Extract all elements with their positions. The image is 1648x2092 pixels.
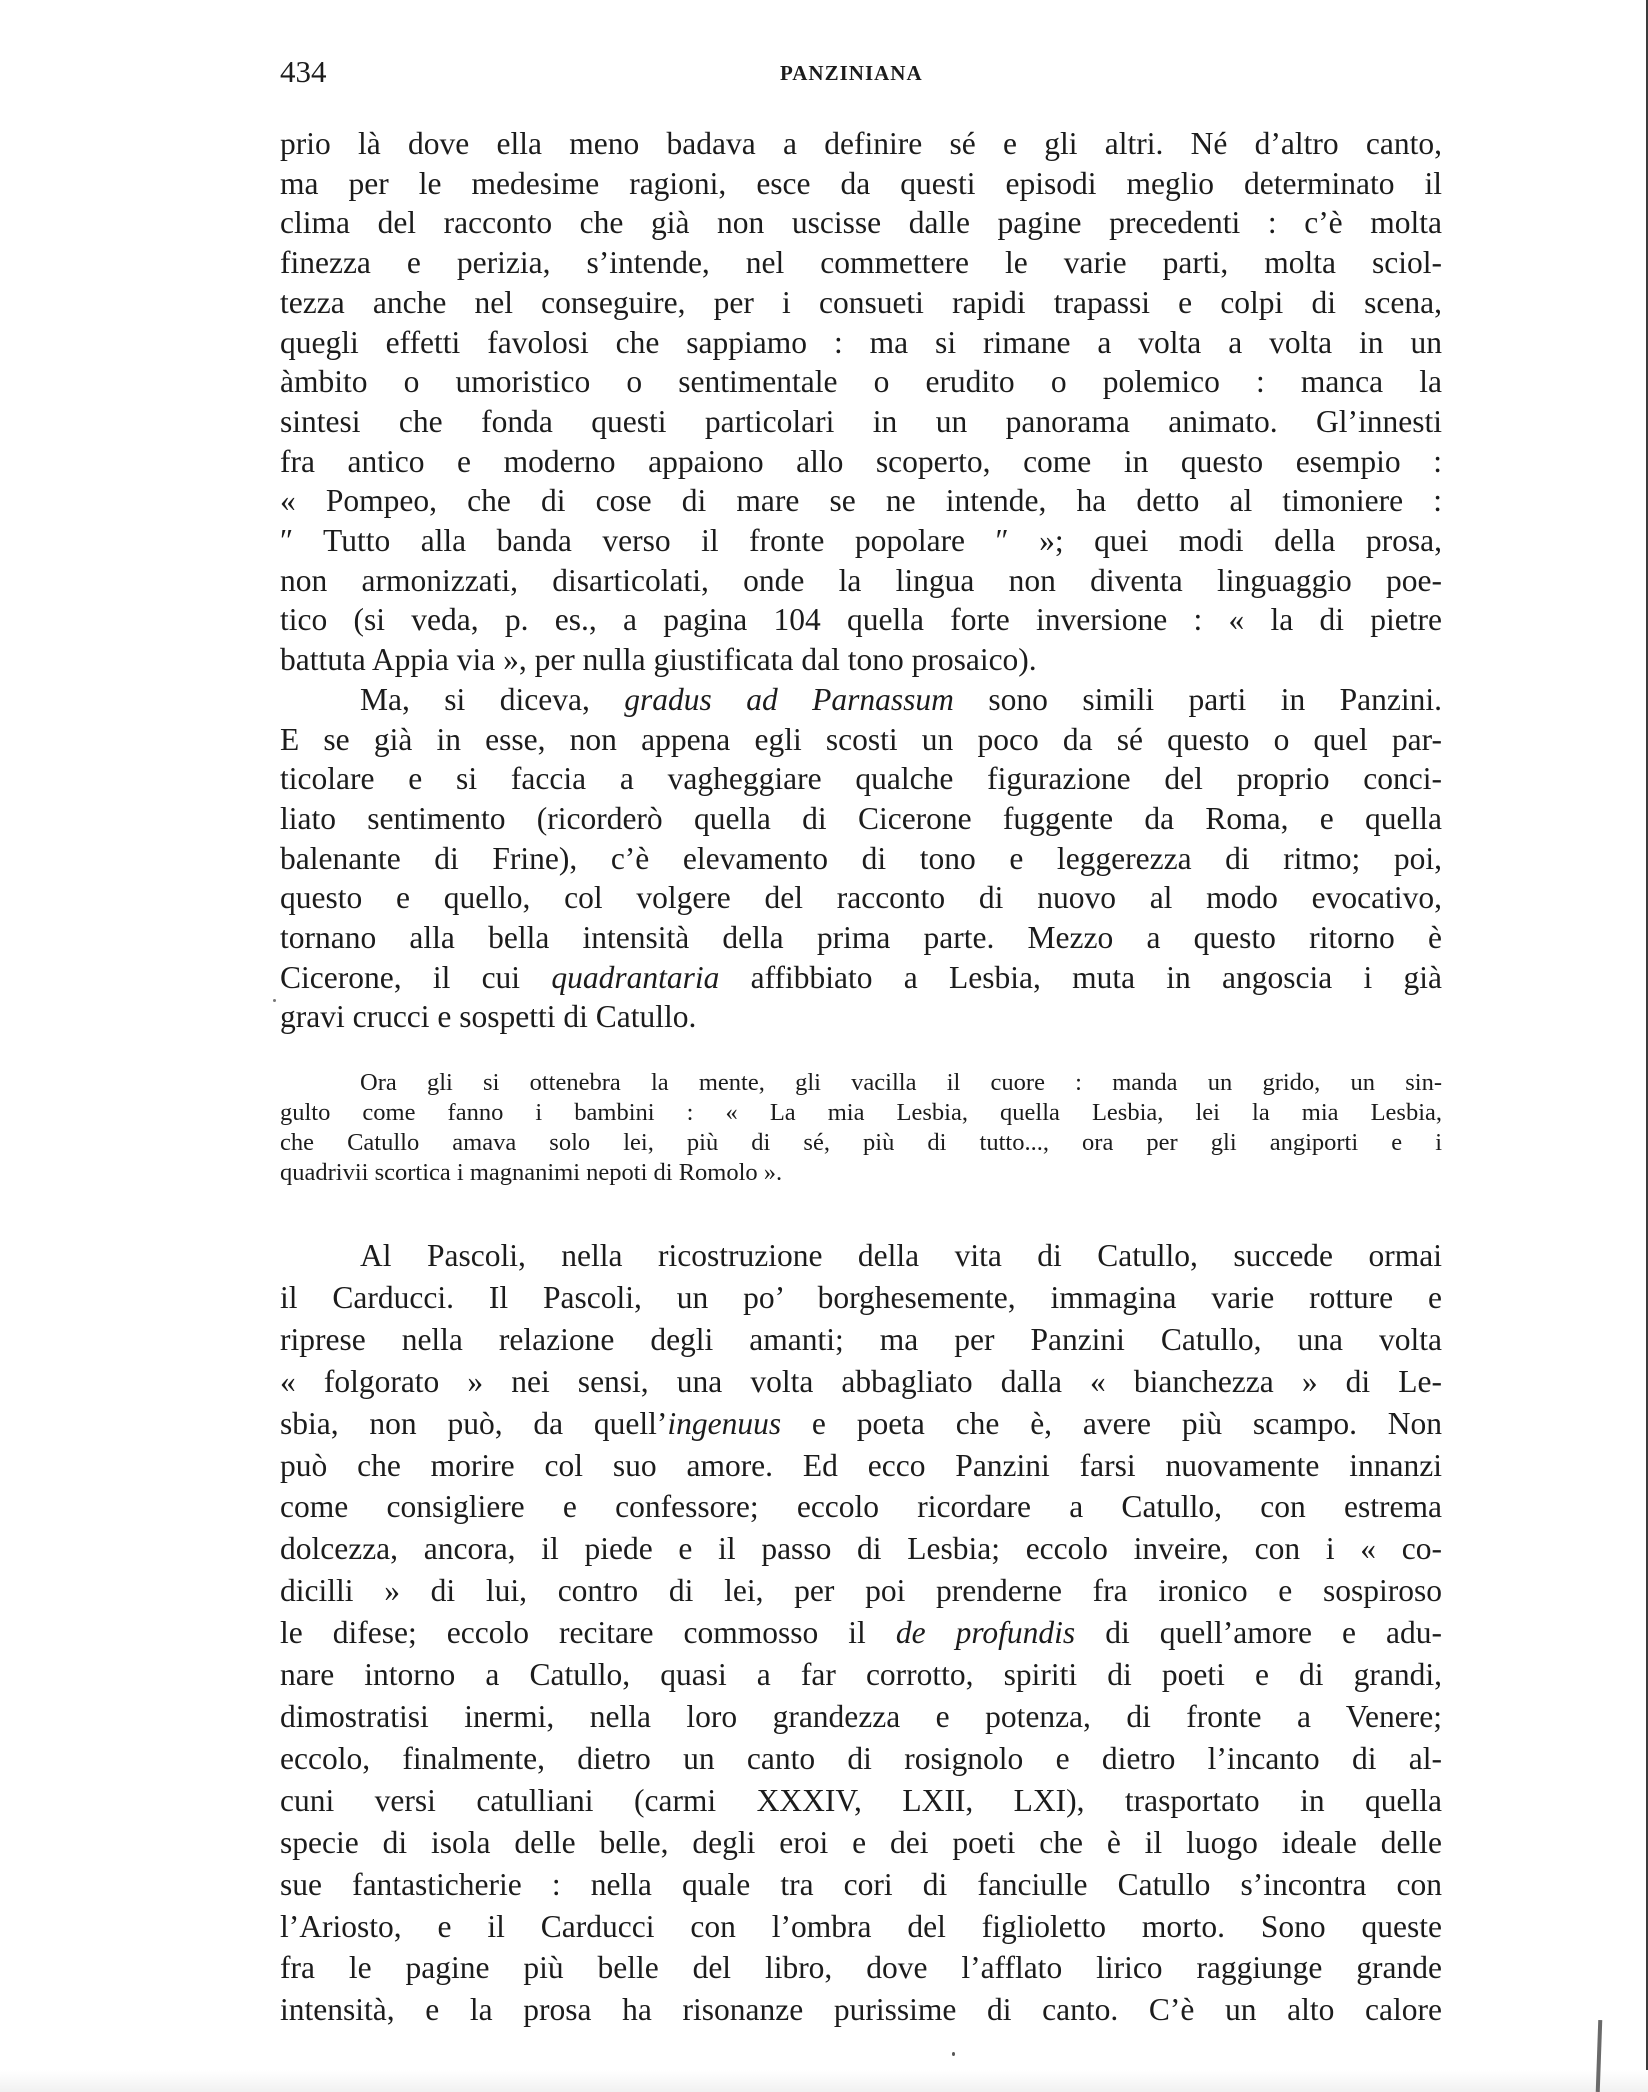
text-line (280, 1403, 1442, 1445)
text-line: sintesi che fonda questi particolari in un panorama animato. Gl’innesti (280, 403, 1442, 439)
text-line: questo e quello, col volgere del racconto di nuovo al modo evocativo, (280, 880, 1442, 916)
paragraph-pascoli (280, 1235, 1442, 2031)
block-quote (280, 1068, 1442, 1188)
body-text-lower (280, 1235, 1442, 2031)
ink-speck (952, 2052, 955, 2056)
italic-phrase: ingenuus (667, 1405, 782, 1441)
text-line: come consigliere e confessore; eccolo ricordare a Catullo, con estrema (280, 1489, 1442, 1525)
running-header (280, 52, 1442, 92)
text-line: eccolo, finalmente, dietro un canto di rosignolo e dietro l’incanto di al- (280, 1740, 1442, 1776)
text-line: tico (si veda, p. es., a pagina 104 quella forte inversione : « la di pietre (280, 602, 1442, 638)
italic-phrase: de profundis (895, 1615, 1076, 1651)
text-line: intensità, e la prosa ha risonanze purissime di canto. C’è un alto calore (280, 1992, 1442, 2028)
text-line (280, 1612, 1442, 1654)
italic-phrase: gradus ad Parnassum (624, 681, 954, 717)
text-line: clima del racconto che già non uscisse dalle pagine precedenti : c’è molta (280, 205, 1442, 241)
text-run: Ma, si diceva, (360, 681, 625, 717)
margin-speck (273, 999, 276, 1002)
text-run: e poeta che è, avere più scampo. Non (781, 1405, 1443, 1441)
text-line: quegli effetti favolosi che sappiamo : ma si rimane a volta a volta in un (280, 324, 1442, 360)
text-line: ma per le medesime ragioni, esce da questi episodi meglio determinato il (280, 165, 1442, 201)
text-line: può che morire col suo amore. Ed ecco Panzini farsi nuovamente innanzi (280, 1447, 1442, 1483)
text-line: ticolare e si faccia a vagheggiare qualche figurazione del proprio conci- (280, 761, 1442, 797)
text-line: balenante di Frine), c’è elevamento di tono e leggerezza di ritmo; poi, (280, 840, 1442, 876)
text-line: dimostratisi inermi, nella loro grandezza e potenza, di fronte a Venere; (280, 1698, 1442, 1734)
text-line: finezza e perizia, s’intende, nel commettere le varie parti, molta sciol- (280, 245, 1442, 281)
running-title: PANZINIANA (780, 61, 923, 85)
text-line: E se già in esse, non appena egli scosti un poco da sé questo o quel par- (280, 721, 1442, 757)
text-line: non armonizzati, disarticolati, onde la lingua non diventa linguaggio poe- (280, 562, 1442, 598)
text-line: nare intorno a Catullo, quasi a far corrotto, spiriti di poeti e di grandi, (280, 1657, 1442, 1693)
text-line: riprese nella relazione degli amanti; ma per Panzini Catullo, una volta (280, 1321, 1442, 1357)
bottom-shadow (0, 2070, 1648, 2092)
page-number: 434 (280, 54, 327, 89)
text-line: tezza anche nel conseguire, per i consueti rapidi trapassi e colpi di scena, (280, 284, 1442, 320)
text-run: affibbiato a Lesbia, muta in angoscia i già (719, 959, 1443, 995)
paragraph-gradus (280, 680, 1442, 1037)
quote-line: Ora gli si ottenebra la mente, gli vacilla il cuore : manda un grido, un sin- (360, 1069, 1442, 1096)
text-line (280, 958, 1442, 998)
text-line: dolcezza, ancora, il piede e il passo di Lesbia; eccolo inveire, con i « co- (280, 1531, 1442, 1567)
text-line: prio là dove ella meno badava a definire sé e gli altri. Né d’altro canto, (280, 126, 1442, 161)
text-line: l’Ariosto, e il Carducci con l’ombra del figlioletto morto. Sono queste (280, 1908, 1442, 1944)
text-run: di quell’amore e adu- (1075, 1615, 1442, 1651)
text-line: « Pompeo, che di cose di mare se ne intende, ha detto al timoniere : (280, 483, 1442, 519)
text-line: ″ Tutto alla banda verso il fronte popolare ″ »; quei modi della prosa, (280, 523, 1442, 559)
text-run: sono simili parti in Panzini. (953, 681, 1442, 717)
text-line: dicilli » di lui, contro di lei, per poi prenderne fra ironico e sospiroso (280, 1573, 1442, 1609)
text-line: sue fantasticherie : nella quale tra cori di fanciulle Catullo s’incontra con (280, 1866, 1442, 1902)
text-line: cuni versi catulliani (carmi XXXIV, LXII, LXI), trasportato in quella (280, 1782, 1442, 1818)
quote-line: gulto come fanno i bambini : « La mia Lesbia, quella Lesbia, lei la mia Lesbia, (280, 1099, 1442, 1126)
paragraph-continued (280, 124, 1442, 680)
text-run: le difese; eccolo recitare commosso il (280, 1615, 896, 1651)
text-line: battuta Appia via », per nulla giustificata dal tono prosaico). (280, 642, 1037, 678)
text-line: àmbito o umoristico o sentimentale o erudito o polemico : manca la (280, 364, 1442, 400)
quote-line: quadrivii scortica i magnanimi nepoti di Romolo ». (280, 1159, 783, 1186)
text-line: gravi crucci e sospetti di Catullo. (280, 999, 697, 1035)
text-line: fra le pagine più belle del libro, dove l’afflato lirico raggiunge grande (280, 1950, 1442, 1986)
text-line: Al Pascoli, nella ricostruzione della vita di Catullo, succede ormai (360, 1238, 1442, 1273)
quote-line: che Catullo amava solo lei, più di sé, più di tutto..., ora per gli angiporti e i (280, 1129, 1442, 1156)
text-line: specie di isola delle belle, degli eroi e dei poeti che è il luogo ideale delle (280, 1824, 1442, 1860)
text-line: fra antico e moderno appaiono allo scoperto, come in questo esempio : (280, 443, 1442, 479)
text-run: Cicerone, il cui (280, 959, 552, 995)
text-run: sbia, non può, da quell’ (280, 1405, 668, 1441)
text-line: liato sentimento (ricorderò quella di Cicerone fuggente da Roma, e quella (280, 800, 1442, 836)
italic-phrase: quadrantaria (551, 959, 720, 995)
text-line: « folgorato » nei sensi, una volta abbagliato dalla « bianchezza » di Le- (280, 1363, 1442, 1399)
text-line: il Carducci. Il Pascoli, un po’ borghesemente, immagina varie rotture e (280, 1279, 1442, 1315)
text-line: tornano alla bella intensità della prima parte. Mezzo a questo ritorno è (280, 920, 1442, 956)
body-text-upper (280, 124, 1442, 1037)
text-line (280, 680, 1442, 720)
